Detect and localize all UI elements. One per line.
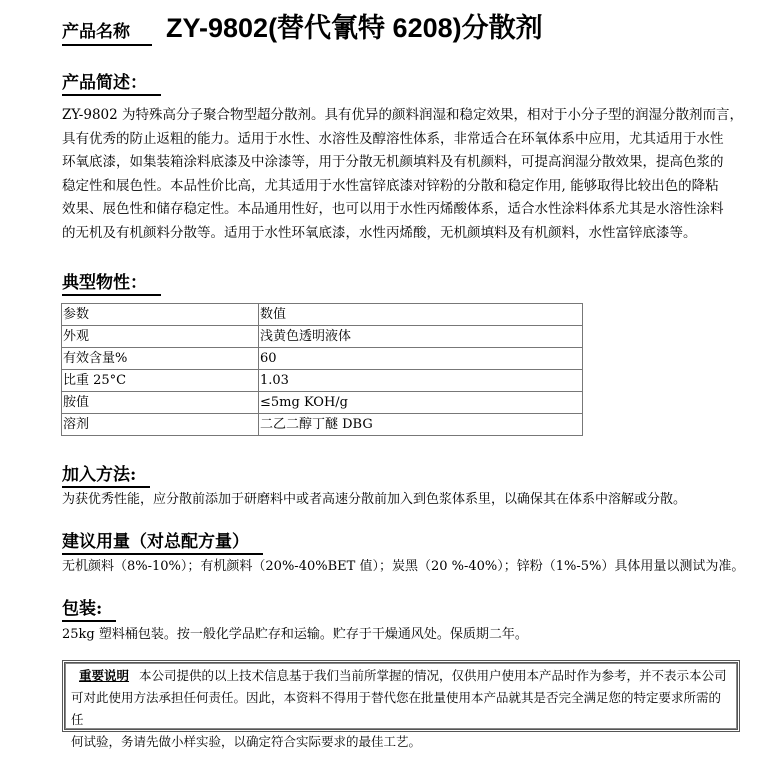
table-cell: 比重 25°C bbox=[62, 370, 259, 392]
table-cell: ≤5mg KOH/g bbox=[259, 392, 583, 414]
method-heading: 加入方法: bbox=[62, 464, 150, 488]
table-cell: 参数 bbox=[62, 304, 259, 326]
table-row bbox=[62, 304, 583, 326]
intro-line: 稳定性和展色性。本品性价比高，尤其适用于水性富锌底漆对锌粉的分散和稳定作用, 能够取得比较出色的降粘 bbox=[62, 177, 719, 194]
table-row bbox=[62, 348, 583, 370]
notice-label: 重要说明 bbox=[79, 668, 130, 683]
intro-line: 环氧底漆，如集装箱涂料底漆及中涂漆等，用于分散无机颜填料及有机颜料，可提高润湿分散效果，提高色浆的 bbox=[62, 154, 724, 170]
properties-table bbox=[61, 303, 583, 436]
table-cell: 1.03 bbox=[259, 370, 583, 392]
table-cell: 外观 bbox=[62, 326, 259, 348]
document-title bbox=[62, 6, 543, 46]
notice-line: 可对此使用方法承担任何责任。因此，本资料不得用于替代您在批量使用本产品就其是否完全满足您的特定要求所需的任 bbox=[71, 690, 722, 727]
important-notice-box bbox=[62, 660, 740, 749]
table-cell: 浅黄色透明液体 bbox=[259, 326, 583, 348]
intro-line: ZY-9802 为特殊高分子聚合物型超分散剂。具有优异的颜料润湿和稳定效果，相对于小分子型的润湿分散剂而言， bbox=[62, 107, 744, 123]
notice-line: 何试验，务请先做小样实验，以确定符合实际要求的最佳工艺。 bbox=[71, 734, 422, 749]
table-cell: 有效含量% bbox=[62, 348, 259, 370]
intro-line: 效果、展色性和储存稳定性。本品通用性好，也可以用于水性丙烯酸体系，适合水性涂料体系尤其是水溶性涂料 bbox=[62, 201, 724, 217]
table-cell: 胺值 bbox=[62, 392, 259, 414]
table-row bbox=[62, 326, 583, 348]
notice-line: 本公司提供的以上技术信息基于我们当前所掌握的情况，仅供用户使用本产品时作为参考，并不表示本公司 bbox=[139, 668, 727, 683]
table-cell: 60 bbox=[259, 348, 583, 370]
packaging-text: 25kg 塑料桶包装。按一般化学品贮存和运输。贮存于干燥通风处。保质期二年。 bbox=[62, 627, 528, 642]
dosage-text: 无机颜料（8%-10%）；有机颜料（20%-40%BET 值）；炭黑（20 %-40%）；锌粉（1%-5%）具体用量以测试为准。 bbox=[62, 559, 745, 574]
table-cell: 溶剂 bbox=[62, 414, 259, 436]
product-name-label: 产品名称 bbox=[62, 20, 152, 46]
table-cell: 二乙二醇丁醚 DBG bbox=[259, 414, 583, 436]
table-cell: 数值 bbox=[259, 304, 583, 326]
method-text: 为获优秀性能，应分散前添加于研磨料中或者高速分散前加入到色浆体系里，以确保其在体系中溶解或分散。 bbox=[62, 492, 687, 507]
table-row bbox=[62, 392, 583, 414]
intro-text bbox=[62, 104, 743, 245]
table-row bbox=[62, 370, 583, 392]
intro-heading: 产品简述： bbox=[62, 72, 161, 96]
product-name: ZY-9802(替代氰特 6208)分散剂 bbox=[166, 13, 543, 43]
intro-line: 的无机及有机颜料分散等。适用于水性环氧底漆，水性丙烯酸，无机颜填料及有机颜料，水性富锌底漆等。 bbox=[62, 224, 697, 241]
table-row bbox=[62, 414, 583, 436]
dosage-heading: 建议用量（对总配方量） bbox=[62, 531, 263, 555]
intro-line: 具有优秀的防止返粗的能力。适用于水性、水溶性及醇溶性体系，非常适合在环氧体系中应用，尤其适用于水性 bbox=[62, 130, 724, 147]
properties-heading: 典型物性： bbox=[62, 272, 161, 296]
packaging-heading: 包装: bbox=[62, 598, 116, 622]
